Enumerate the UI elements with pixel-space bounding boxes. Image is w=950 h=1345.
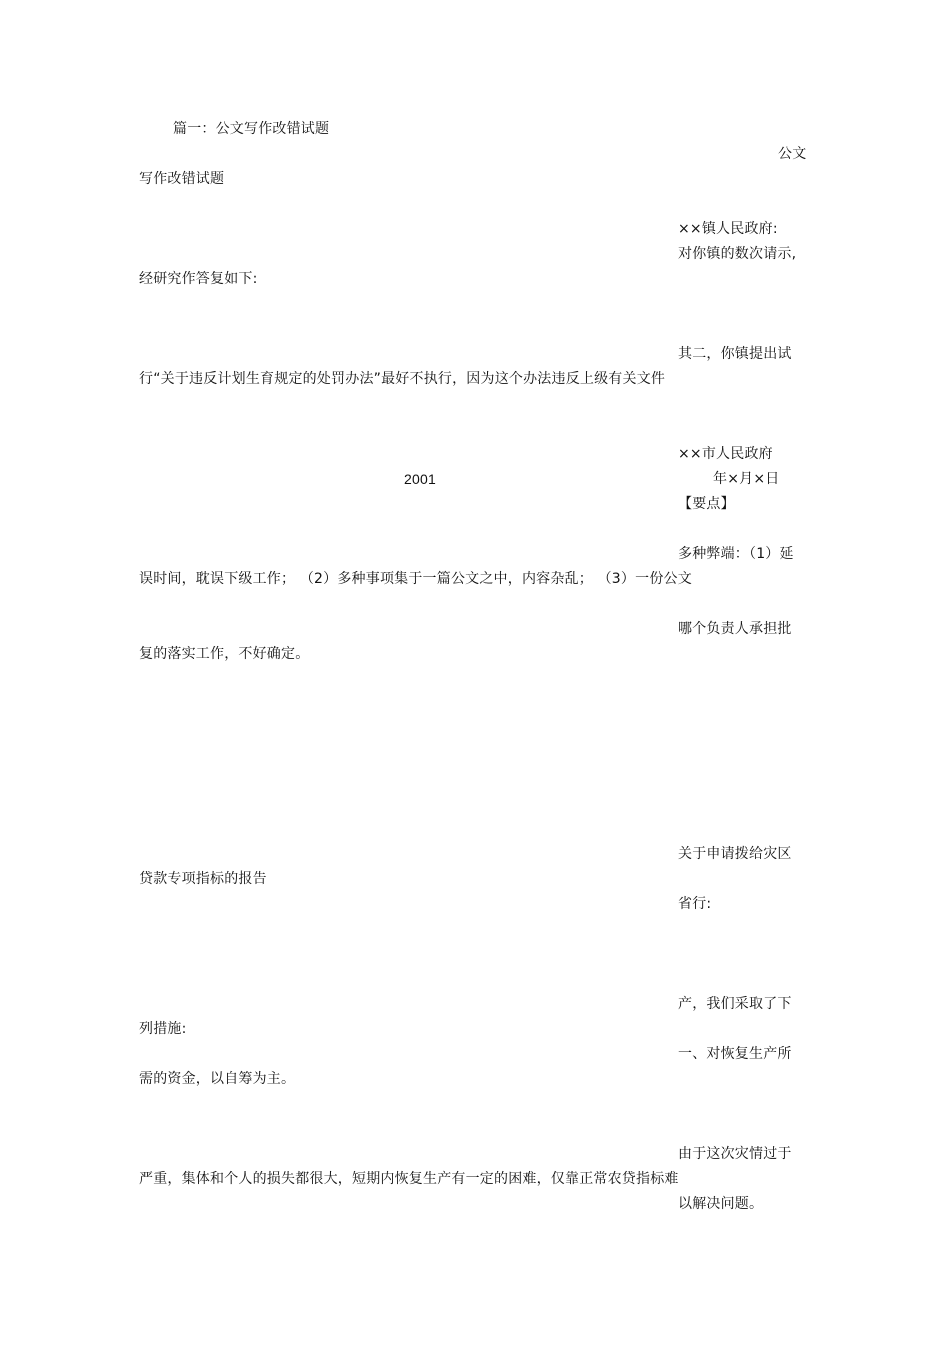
report-reason-end: 以解决问题。	[678, 1196, 764, 1212]
report-reason-fragment: 由于这次灾情过于	[678, 1146, 792, 1162]
reply-intro-fragment: 对你镇的数次请示,	[678, 246, 797, 262]
reply-date-year: 2001	[404, 471, 436, 487]
title-continuation: 写作改错试题	[139, 171, 225, 187]
report-addressee: 省行:	[678, 896, 712, 912]
keypoints-line-two-fragment: 哪个负责人承担批	[678, 621, 792, 637]
reply-point-two-text: 行“关于违反计划生育规定的处罚办法”最好不执行，因为这个办法违反上级有关文件	[139, 371, 666, 387]
report-measures-fragment: 产，我们采取了下	[678, 996, 792, 1012]
report-item-one-fragment: 一、对恢复生产所	[678, 1046, 792, 1062]
article-heading: 篇一：公文写作改错试题	[173, 121, 330, 137]
reply-point-two-fragment: 其二，你镇提出试	[678, 346, 792, 362]
report-measures-text: 列措施:	[139, 1021, 187, 1037]
keypoints-line-two-text: 复的落实工作，不好确定。	[139, 646, 310, 662]
report-title-fragment: 关于申请拨给灾区	[678, 846, 792, 862]
reply-intro-text: 经研究作答复如下:	[139, 271, 258, 287]
reply-signer: ××市人民政府	[678, 446, 773, 462]
keypoints-line-one-text: 误时间，耽误下级工作； （2）多种事项集于一篇公文之中，内容杂乱； （3）一份公文	[139, 571, 692, 587]
report-item-one-text: 需的资金，以自筹为主。	[139, 1071, 296, 1087]
report-title-text: 贷款专项指标的报告	[139, 871, 267, 887]
report-reason-text: 严重，集体和个人的损失都很大，短期内恢复生产有一定的困难，仅靠正常农贷指标难	[139, 1171, 679, 1187]
keypoints-line-one-fragment: 多种弊端：（1）延	[678, 546, 794, 562]
keypoints-label: 【要点】	[678, 496, 735, 512]
title-fragment: 公文	[778, 146, 807, 162]
reply-date: 年×月×日	[713, 471, 780, 487]
reply-addressee: ××镇人民政府:	[678, 221, 778, 237]
